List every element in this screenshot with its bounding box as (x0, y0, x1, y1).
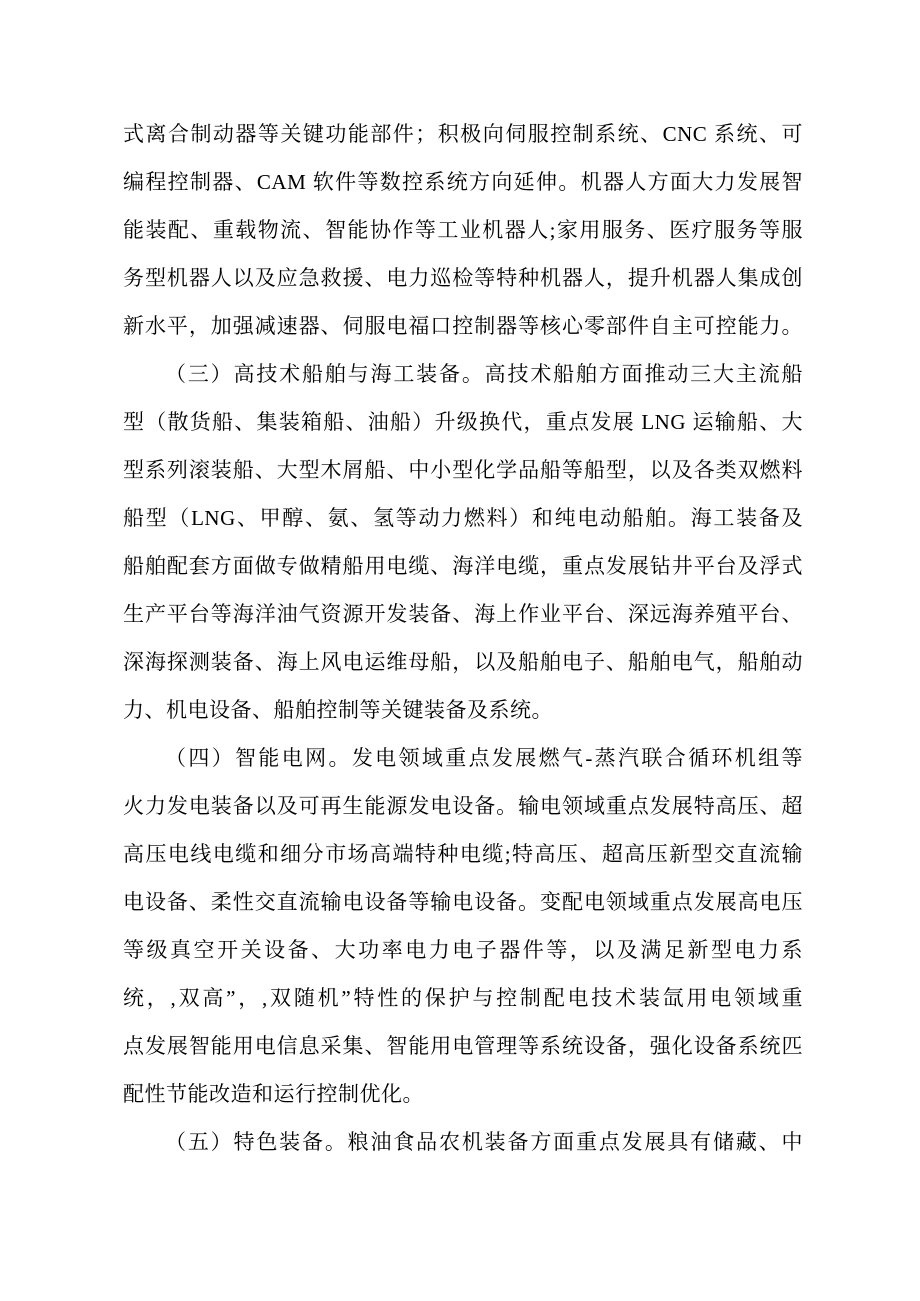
text-line: （五）特色装备。粮油食品农机装备方面重点发展具有储藏、中 (165, 1130, 803, 1154)
paragraph (123, 350, 803, 734)
text-line: 高压电线电缆和细分市场高端特种电缆;特高压、超高压新型交直流输 (123, 842, 803, 866)
text-line: （四）智能电网。发电领域重点发展燃气-蒸汽联合循环机组等 (165, 746, 803, 770)
text-line: 能装配、重载物流、智能协作等工业机器人;家用服务、医疗服务等服 (123, 218, 803, 242)
paragraph (123, 110, 803, 350)
text-line: 型系列滚装船、大型木屑船、中小型化学品船等船型，以及各类双燃料 (123, 458, 803, 482)
text-line: 生产平台等海洋油气资源开发装备、海上作业平台、深远海养殖平台、 (123, 602, 803, 626)
text-line: 型（散货船、集装箱船、油船）升级换代，重点发展 LNG 运输船、大 (123, 410, 803, 434)
text-line: 深海探测装备、海上风电运维母船，以及船舶电子、船舶电气，船舶动 (123, 650, 803, 674)
text-line: 电设备、柔性交直流输电设备等输电设备。变配电领域重点发展高电压 (123, 890, 803, 914)
text-line: 力、机电设备、船舶控制等关键装备及系统。 (123, 698, 553, 722)
text-line: 等级真空开关设备、大功率电力电子器件等，以及满足新型电力系 (123, 938, 803, 962)
text-line: 编程控制器、CAM 软件等数控系统方向延伸。机器人方面大力发展智 (123, 170, 803, 194)
text-line: 务型机器人以及应急救援、电力巡检等特种机器人，提升机器人集成创 (123, 266, 803, 290)
text-line: 式离合制动器等关键功能部件；积极向伺服控制系统、CNC 系统、可 (123, 122, 803, 146)
text-line: 火力发电装备以及可再生能源发电设备。输电领域重点发展特高压、超 (123, 794, 803, 818)
text-line: 船舶配套方面做专做精船用电缆、海洋电缆，重点发展钻井平台及浮式 (123, 554, 803, 578)
text-line: 新水平，加强减速器、伺服电福口控制器等核心零部件自主可控能力。 (123, 314, 803, 338)
text-line: 船型（LNG、甲醇、氨、氢等动力燃料）和纯电动船舶。海工装备及 (123, 506, 803, 530)
text-line: 配性节能改造和运行控制优化。 (123, 1082, 424, 1106)
paragraph (123, 1118, 803, 1166)
text-line: 统，,双高”，,双随机”特性的保护与控制配电技术装氙用电领域重 (123, 986, 803, 1010)
text-line: （三）高技术船舶与海工装备。高技术船舶方面推动三大主流船 (165, 362, 803, 386)
text-line: 点发展智能用电信息采集、智能用电管理等系统设备，强化设备系统匹 (123, 1034, 803, 1058)
paragraph (123, 734, 803, 1118)
document-body (123, 110, 803, 1166)
